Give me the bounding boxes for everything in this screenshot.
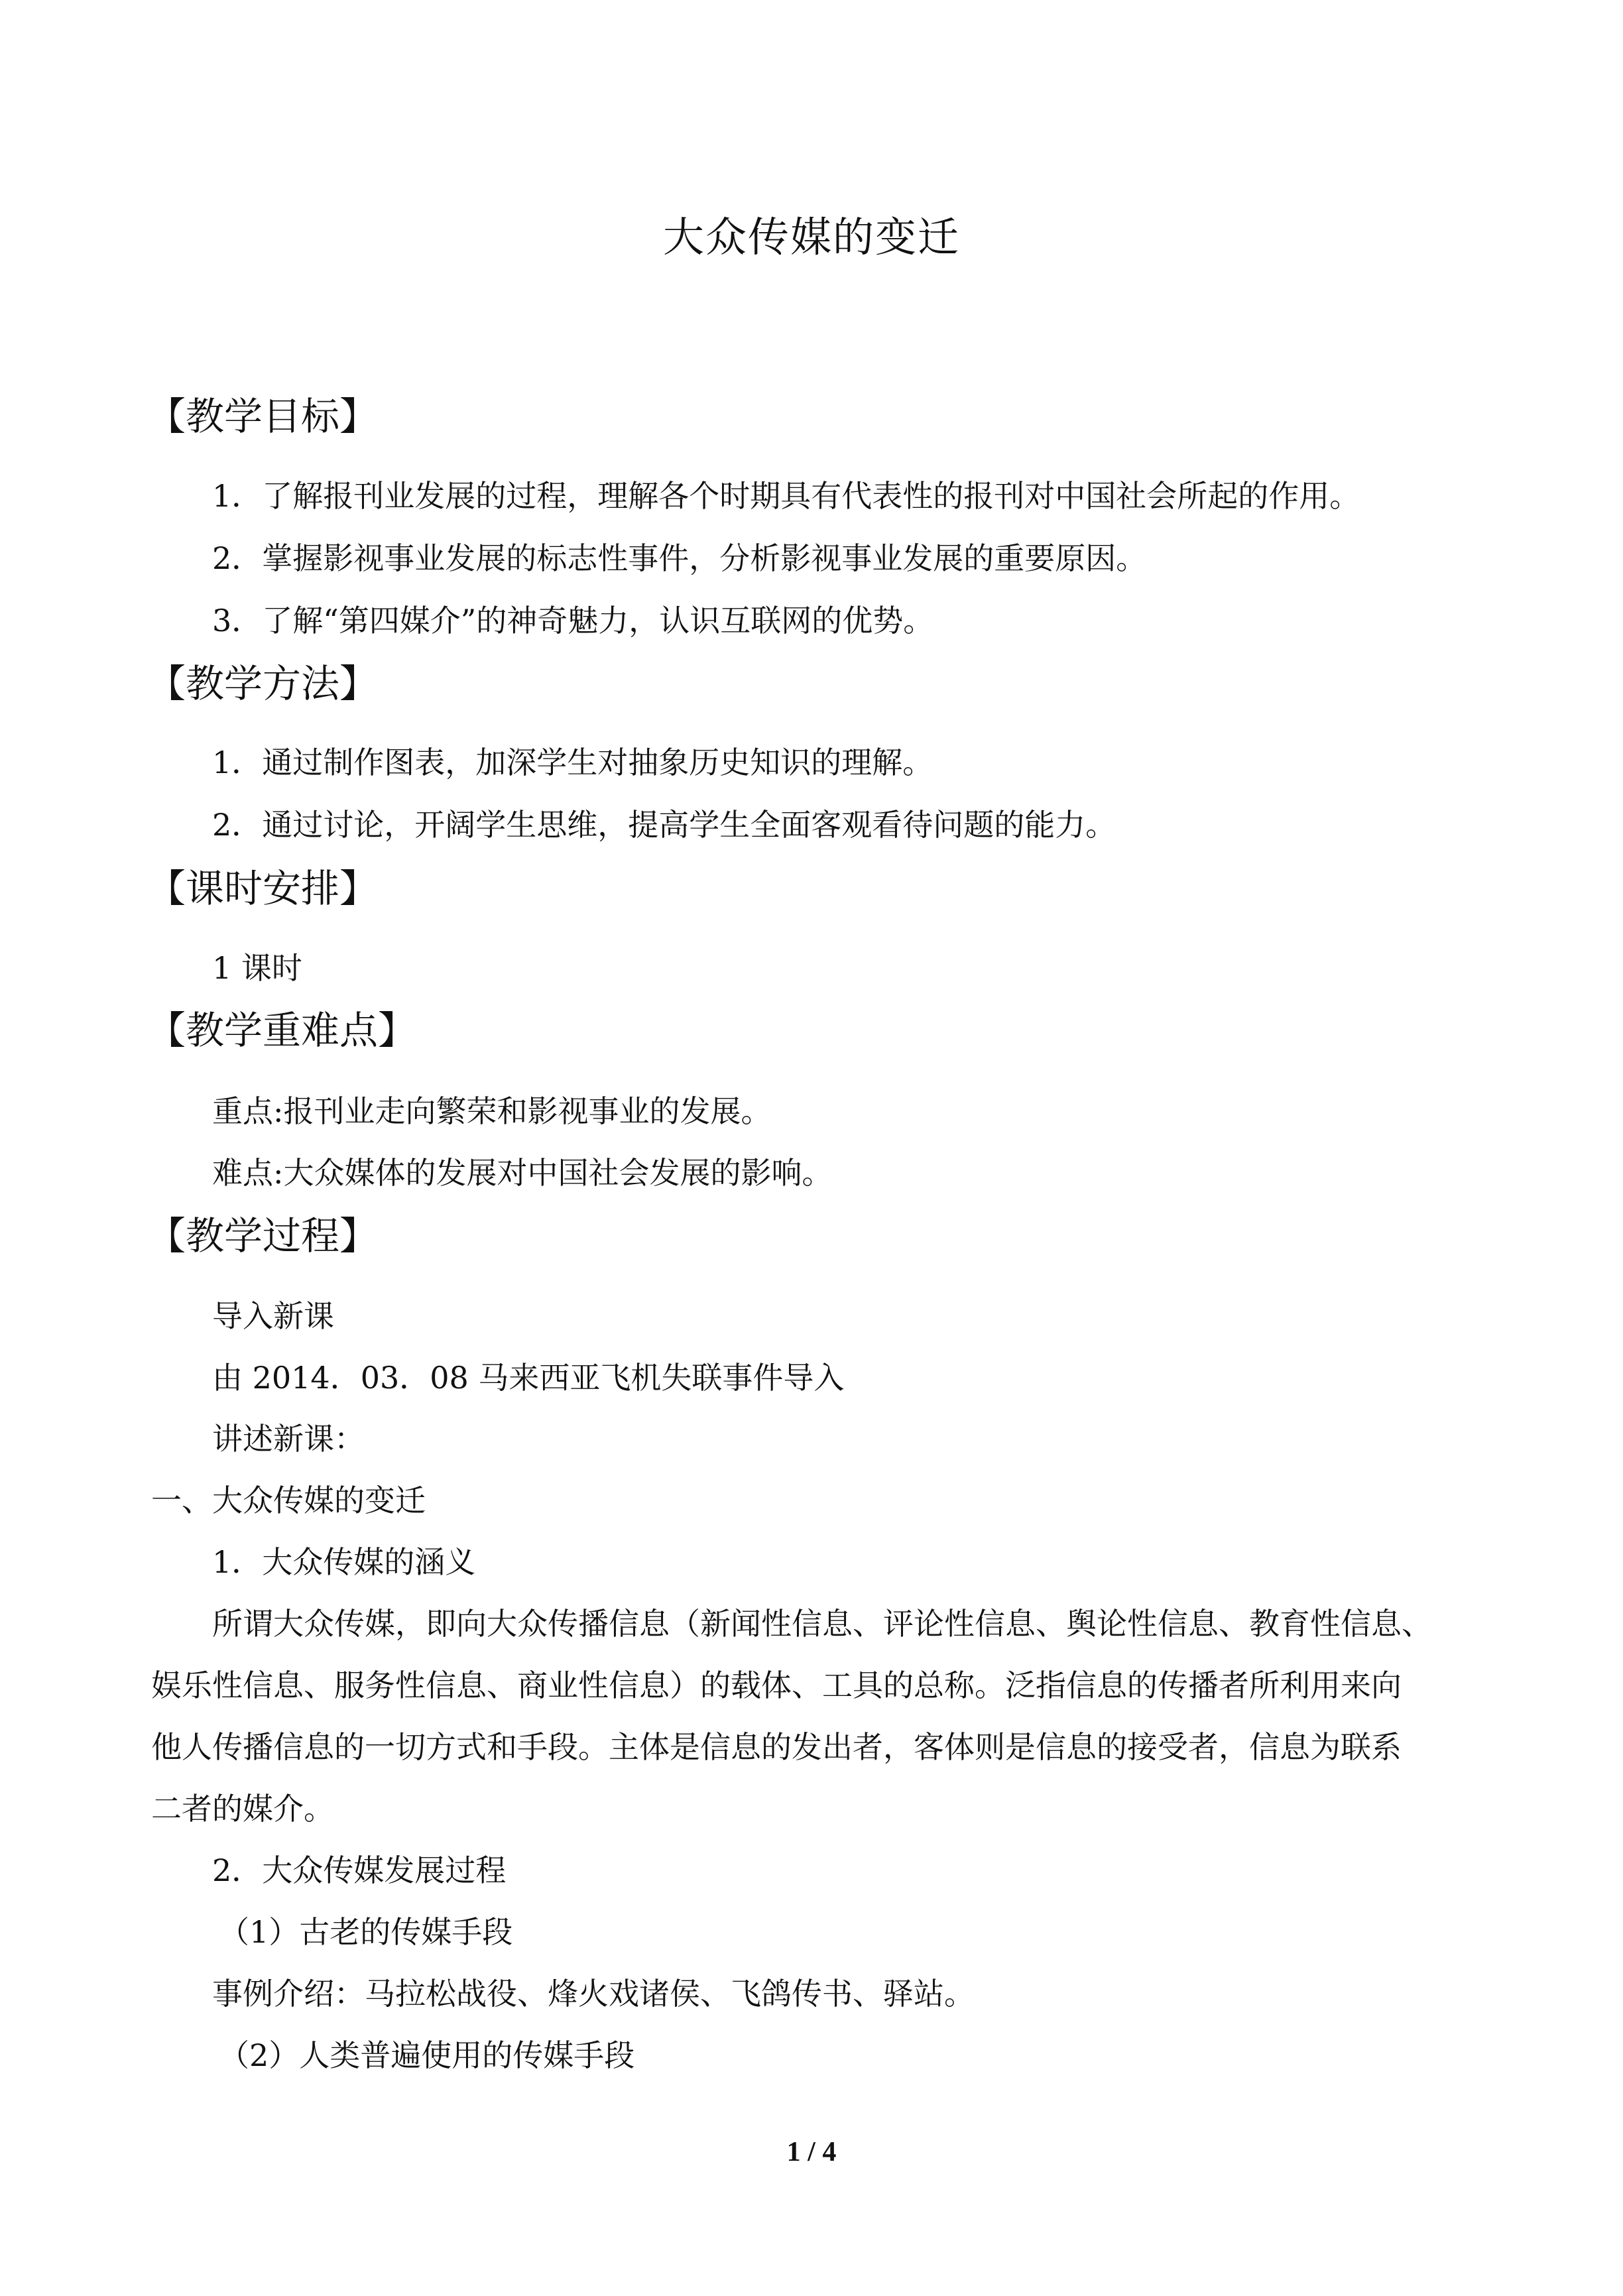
process-line: （2）人类普遍使用的传媒手段 xyxy=(219,2037,635,2073)
page-number: 1 / 4 xyxy=(786,2137,837,2167)
method-item: 1．通过制作图表，加深学生对抽象历史知识的理解。 xyxy=(212,745,933,780)
section-heading-process: 【教学过程】 xyxy=(147,1213,379,1258)
schedule-item: 1 课时 xyxy=(212,950,302,986)
process-line: 1．大众传媒的涵义 xyxy=(212,1544,476,1580)
section-heading-keypoints: 【教学重难点】 xyxy=(147,1008,417,1053)
process-line: 一、大众传媒的变迁 xyxy=(151,1482,426,1518)
process-paragraph: 娱乐性信息、服务性信息、商业性信息）的载体、工具的总称。泛指信息的传播者所利用来向 xyxy=(151,1667,1402,1703)
process-line: 讲述新课： xyxy=(212,1421,365,1457)
process-line: 导入新课 xyxy=(212,1298,334,1334)
process-paragraph: 他人传播信息的一切方式和手段。主体是信息的发出者，客体则是信息的接受者，信息为联系 xyxy=(151,1729,1402,1765)
process-line: 2．大众传媒发展过程 xyxy=(212,1852,507,1888)
process-line: （1）古老的传媒手段 xyxy=(219,1914,513,1950)
process-paragraph: 二者的媒介。 xyxy=(151,1791,334,1827)
section-heading-methods: 【教学方法】 xyxy=(147,661,379,706)
process-line: 由 2014．03．08 马来西亚飞机失联事件导入 xyxy=(212,1360,845,1396)
method-item: 2．通过讨论，开阔学生思维，提高学生全面客观看待问题的能力。 xyxy=(212,807,1116,843)
keypoint-item: 重点:报刊业走向繁荣和影视事业的发展。 xyxy=(212,1093,772,1129)
goal-item: 3．了解“第四媒介”的神奇魅力，认识互联网的优势。 xyxy=(212,603,934,638)
process-line: 事例介绍：马拉松战役、烽火戏诸侯、飞鸽传书、驿站。 xyxy=(212,1976,975,2012)
section-heading-goals: 【教学目标】 xyxy=(147,394,379,439)
goal-item: 1．了解报刊业发展的过程，理解各个时期具有代表性的报刊对中国社会所起的作用。 xyxy=(212,478,1360,514)
goal-item: 2．掌握影视事业发展的标志性事件，分析影视事业发展的重要原因。 xyxy=(212,540,1147,576)
section-heading-schedule: 【课时安排】 xyxy=(147,866,379,911)
page-title: 大众传媒的变迁 xyxy=(662,213,960,261)
keypoint-item: 难点:大众媒体的发展对中国社会发展的影响。 xyxy=(212,1155,833,1191)
process-paragraph: 所谓大众传媒，即向大众传播信息（新闻性信息、评论性信息、舆论性信息、教育性信息、 xyxy=(212,1606,1432,1642)
